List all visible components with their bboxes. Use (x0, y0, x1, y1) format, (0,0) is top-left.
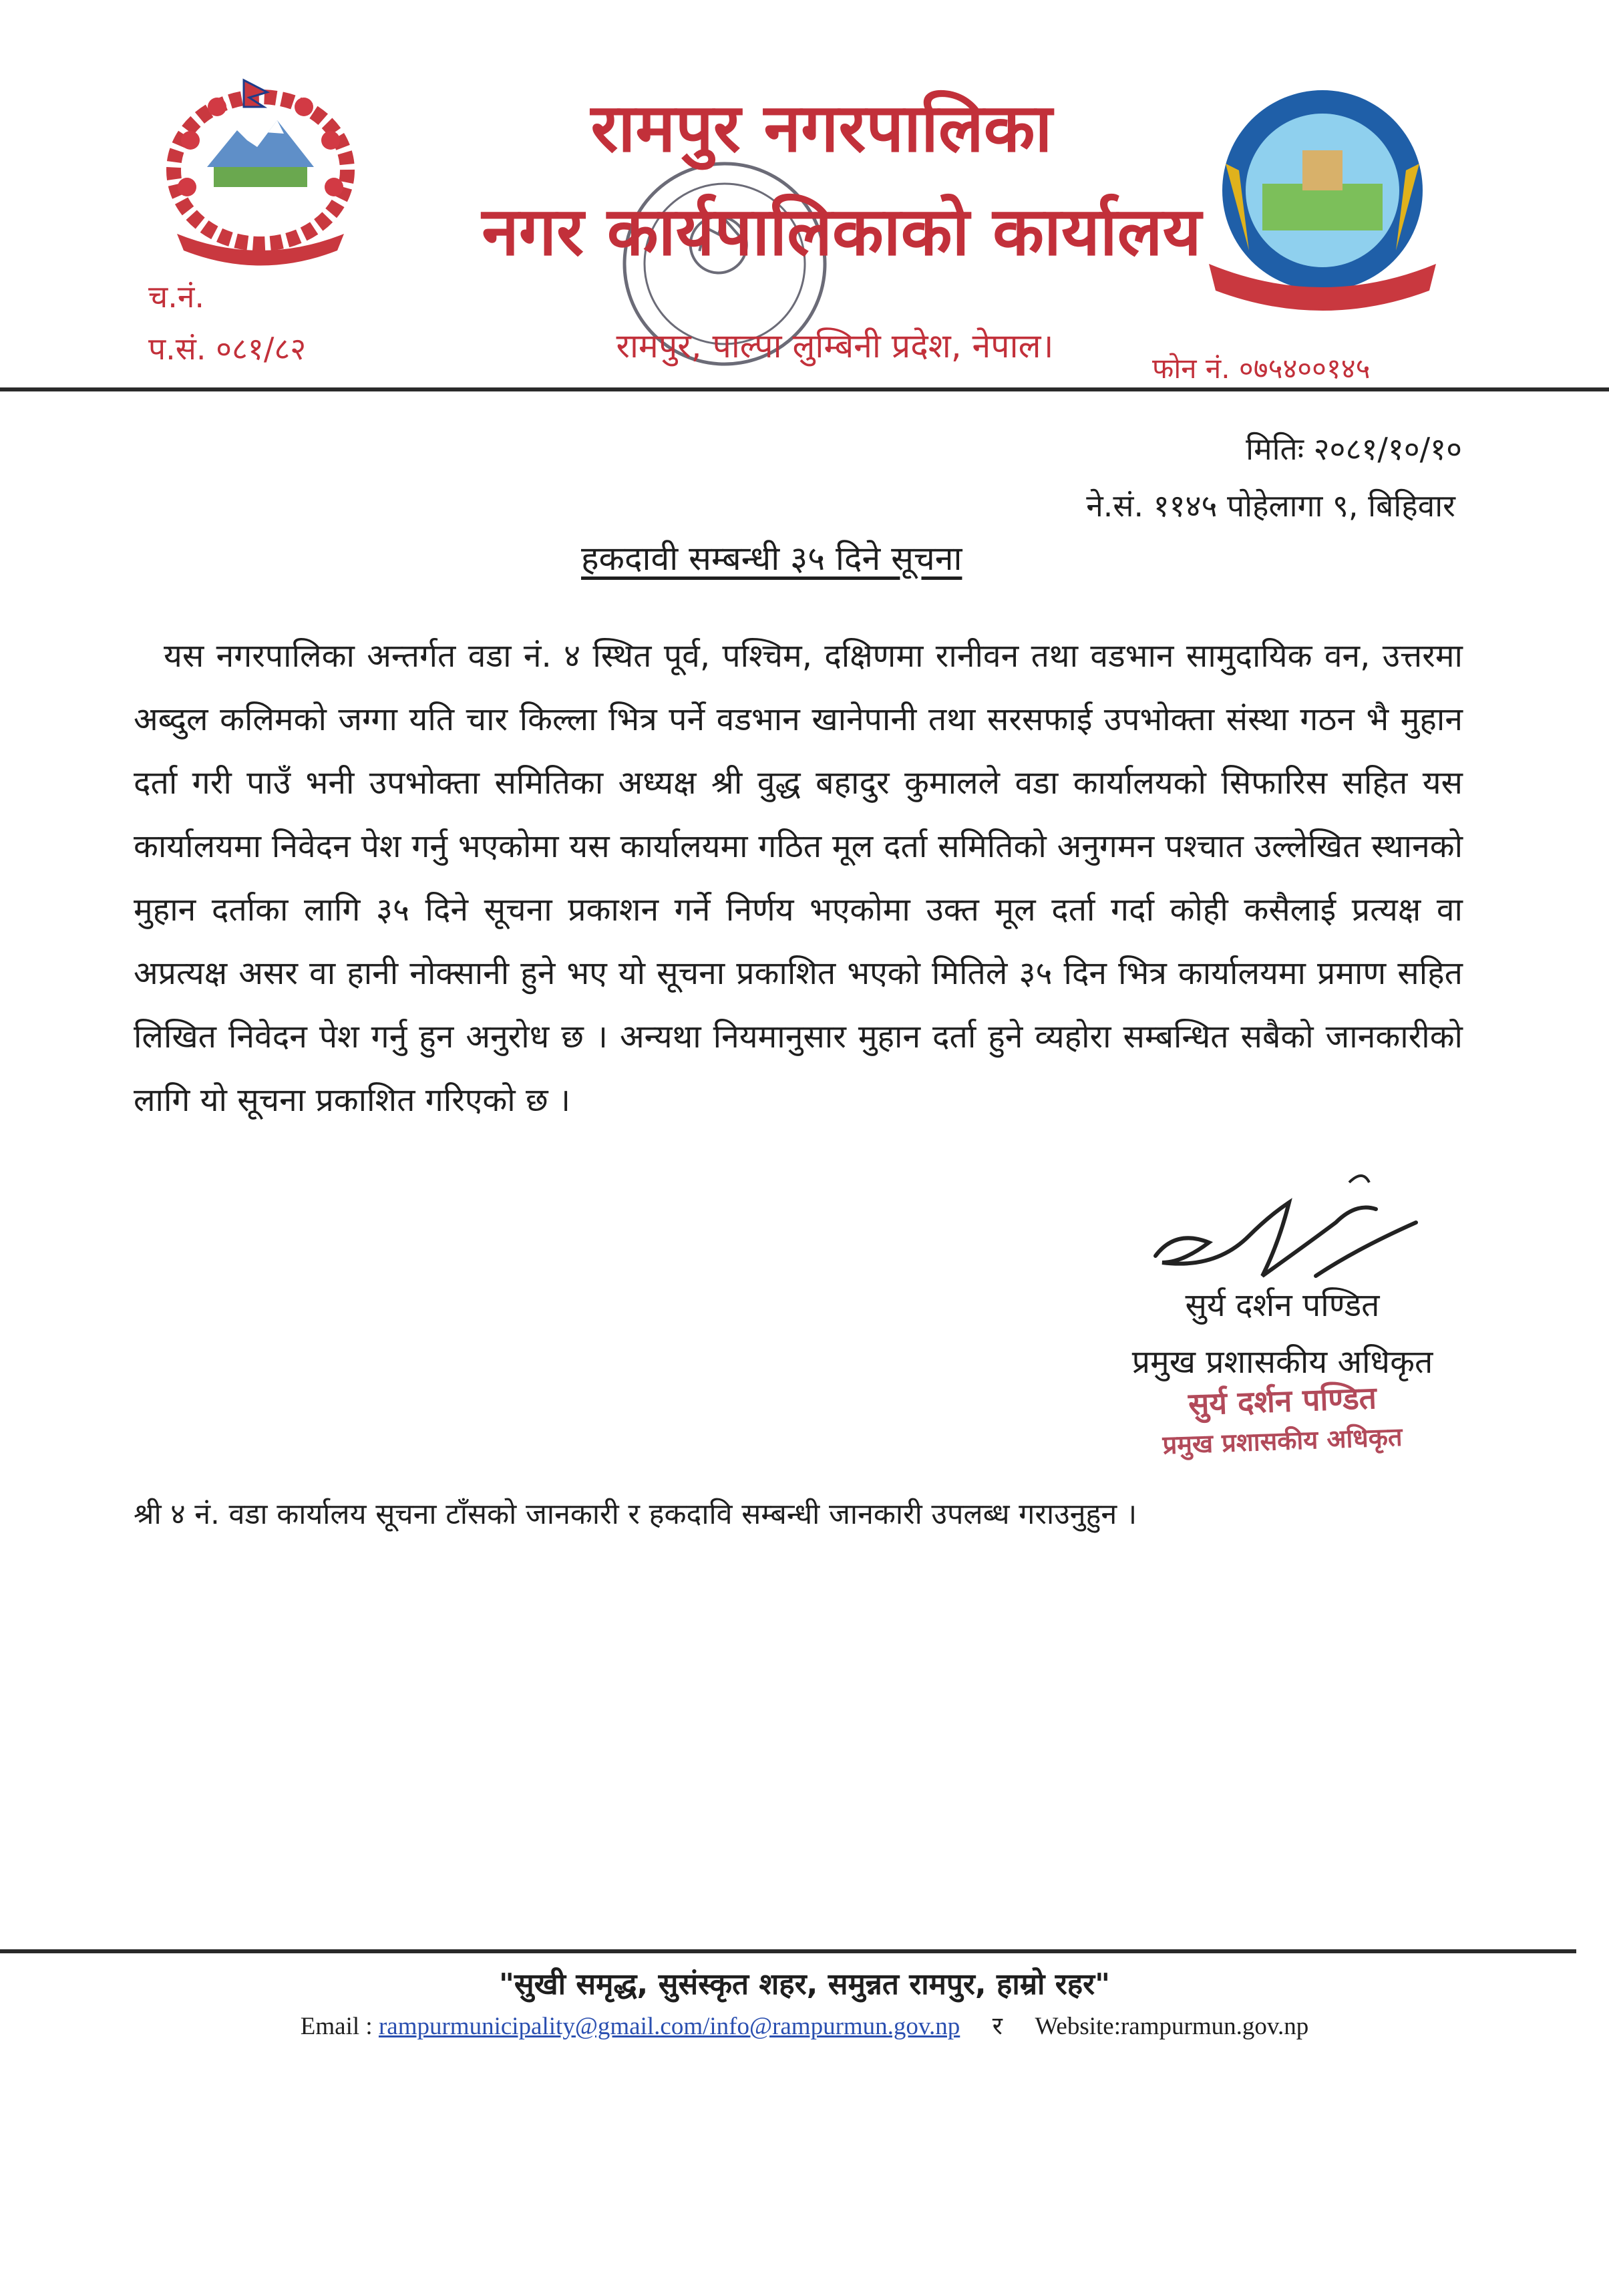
website-text: Website:rampurmun.gov.np (1035, 2013, 1309, 2040)
header-title-municipality: रामपुर नगरपालिका (590, 89, 1053, 167)
email-link[interactable]: rampurmunicipality@gmail.com/info@rampurmun.gov.np (378, 2013, 960, 2040)
signatory-title: प्रमुख प्रशासकीय अधिकृत (1131, 1343, 1433, 1381)
email-label: Email : (300, 2013, 373, 2040)
footnote-instruction: श्री ४ नं. वडा कार्यालय सूचना टाँसको जानकारी र हकदावि सम्बन्धी जानकारी उपलब्ध गराउनुहुन । (134, 1498, 1137, 1531)
notice-subject: हकदावी सम्बन्धी ३५ दिने सूचना (581, 539, 962, 578)
footer-contact (0, 2007, 1609, 2041)
ref-cha-number: च.नं. (148, 279, 204, 315)
header-title-office: नगर कार्यपालिकाको कार्यालय (482, 192, 1202, 271)
signatory-name: सुर्य दर्शन पण्डित (1185, 1287, 1380, 1324)
stamp-signatory-title: प्रमुख प्रशासकीय अधिकृत (1161, 1422, 1403, 1460)
header-divider (0, 387, 1609, 391)
notice-body: यस नगरपालिका अन्तर्गत वडा नं. ४ स्थित पूर्व, पश्चिम, दक्षिणमा रानीवन तथा वडभान सामुदायिक वन, उत्तरमा अब्दुल कलिमको जग्गा यति चार किल्ला भित्र पर्ने वडभान खानेपानी तथा सरसफाई उपभोक्ता संस्था गठन भै मुहान दर्ता गरी पाउँ भनी उपभोक्ता समितिका अध्यक्ष श्री वुद्ध बहादुर कुमालले वडा कार्यालयको सिफारिस सहित यस कार्यालयमा निवेदन पेश गर्नु भएकोमा यस कार्यालयमा गठित मूल दर्ता समितिको अनुगमन पश्चात उल्लेखित स्थानको मुहान दर्ताका लागि ३५ दिने सूचना प्रकाशन गर्ने निर्णय भएकोमा उक्त मूल दर्ता गर्दा कोही कसैलाई प्रत्यक्ष वा अप्रत्यक्ष असर वा हानी नोक्सानी हुने भए यो सूचना प्रकाशित भएको मितिले ३५ दिन भित्र कार्यालयमा प्रमाण सहित लिखित निवेदन पेश गर्नु हुन अनुरोध छ । अन्यथा नियमानुसार मुहान दर्ता हुने व्यहोरा सम्बन्धित सबैको जानकारीको लागि यो सूचना प्रकाशित गरिएको छ । (134, 637, 1463, 1119)
footer-slogan: "सुखी समृद्ध, सुसंस्कृत शहर, समुन्नत रामपुर, हाम्रो रहर" (498, 1967, 1111, 2001)
header-address: रामपुर, पाल्पा लुम्बिनी प्रदेश, नेपाल। (616, 327, 1054, 365)
stamp-signatory-name: सुर्य दर्शन पण्डित (1188, 1379, 1377, 1422)
nepal-emblem-icon (150, 67, 371, 267)
ref-pa-number: प.सं. ०८१/८२ (148, 331, 307, 367)
nepal-sambat-date: ने.सं. ११४५ पोहेलागा ९, बिहिवार (1086, 488, 1455, 524)
contact-conjunction: र (992, 2013, 1003, 2040)
notice-date: मितिः २०८१/१०/१० (1246, 431, 1462, 467)
footer-divider (0, 1949, 1576, 1953)
phone-number: फोन नं. ०७५४००१४५ (1152, 352, 1371, 385)
